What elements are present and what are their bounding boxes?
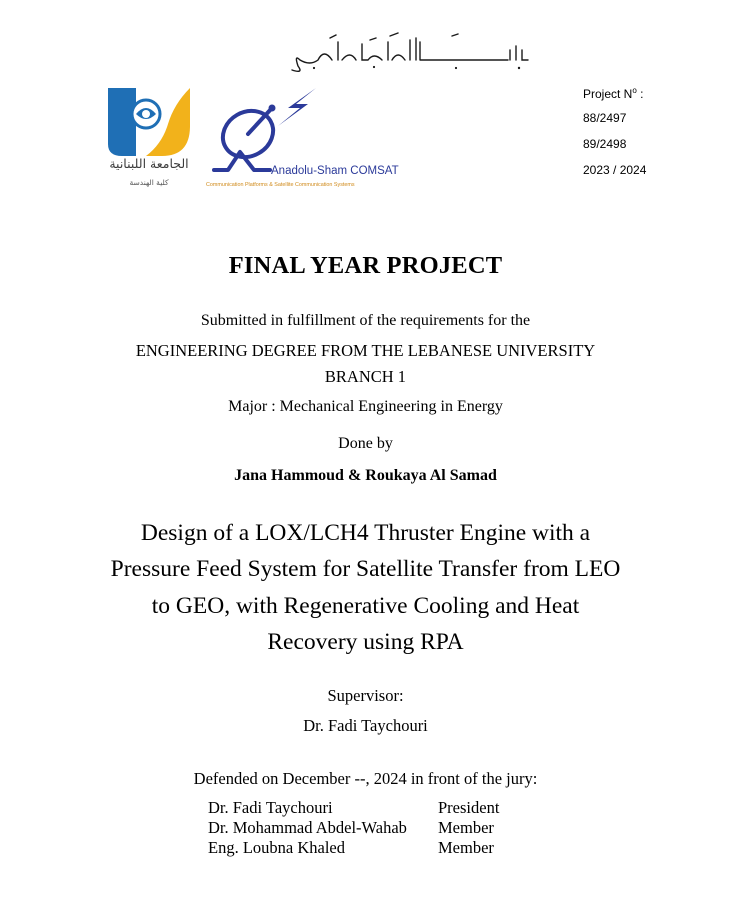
jury-member-name: Dr. Mohammad Abdel-Wahab — [208, 818, 407, 837]
authors: Jana Hammoud & Roukaya Al Samad — [234, 467, 497, 484]
jury-row — [208, 818, 499, 838]
jury-member-role: President — [438, 798, 500, 817]
thesis-title — [0, 515, 731, 661]
basmala-calligraphy — [270, 30, 540, 75]
project-number-1: 88/2497 — [583, 111, 627, 125]
faculty-arabic-name: كلية الهندسة — [129, 178, 169, 187]
academic-year: 2023 / 2024 — [583, 163, 647, 177]
done-by-label: Done by — [338, 435, 393, 452]
jury-table — [208, 798, 499, 858]
comsat-tagline: Communication Platforms & Satellite Communication Systems — [206, 182, 355, 188]
page-title: FINAL YEAR PROJECT — [228, 252, 503, 279]
jury-row — [208, 838, 499, 858]
thesis-title-line: Design of a LOX/LCH4 Thruster Engine with a — [140, 520, 591, 546]
thesis-title-line: Pressure Feed System for Satellite Transfer from LEO — [110, 556, 621, 583]
project-number-label: Project $N^o$ : — [583, 86, 644, 101]
thesis-title-line: Recovery using RPA — [267, 629, 464, 656]
comsat-name: Anadolu-Sham COMSAT — [271, 165, 399, 177]
supervisor-name: Dr. Fadi Taychouri — [303, 716, 428, 735]
university-arabic-name: الجامعة اللبنانية — [109, 156, 189, 171]
jury-member-name: Eng. Loubna Khaled — [208, 838, 346, 857]
supervisor-label: Supervisor: — [327, 686, 404, 705]
degree-line-1: ENGINEERING DEGREE FROM THE LEBANESE UNIVERSITY — [135, 341, 596, 360]
jury-member-name: Dr. Fadi Taychouri — [208, 798, 333, 817]
defense-statement: Defended on December --, 2024 in front of the jury: — [193, 769, 538, 788]
thesis-title-line: to GEO, with Regenerative Cooling and Heat — [151, 592, 580, 619]
degree-line-2: BRANCH 1 — [324, 367, 407, 386]
major: Major : Mechanical Engineering in Energy — [228, 398, 503, 415]
jury-member-role: Member — [438, 818, 494, 837]
submitted-line: Submitted in fulfillment of the requirements for the — [200, 312, 531, 329]
project-number-2: 89/2498 — [583, 137, 627, 151]
jury-member-role: Member — [438, 838, 494, 857]
jury-row — [208, 798, 499, 818]
